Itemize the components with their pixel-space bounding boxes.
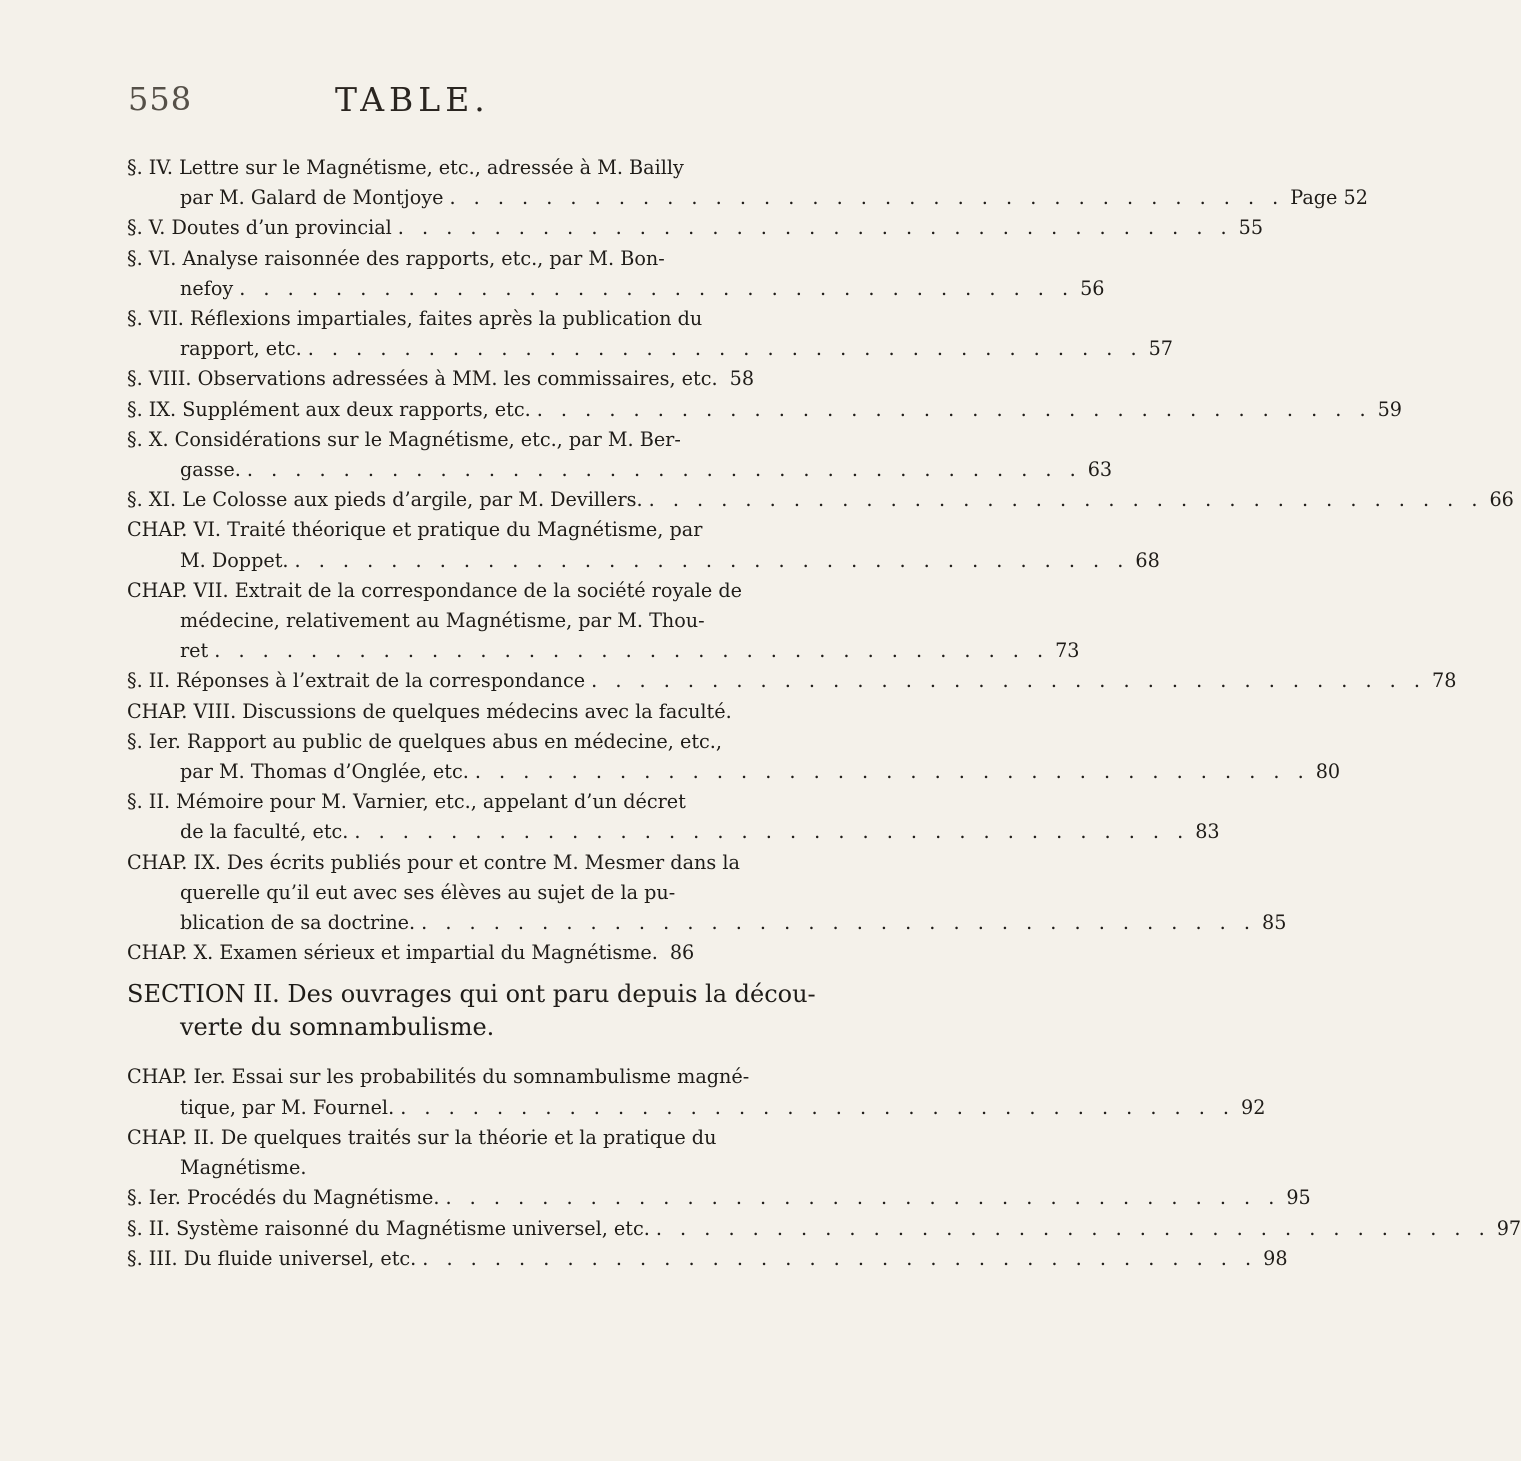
toc-entry-text: rapport, etc. xyxy=(180,337,302,361)
toc-entry-line xyxy=(127,1214,1521,1244)
toc-entry-text: M. Doppet. xyxy=(180,548,289,572)
toc-entry xyxy=(127,697,732,727)
toc-entry-text: §. Ier. Procédés du Magnétisme. xyxy=(127,1186,440,1210)
dot-leader: . . . . . . . . . . . . . . . . . . . . . . . . . . . . . . . . . . . xyxy=(307,337,1143,361)
toc-entry-text: CHAP. II. De quelques traités sur la théorie et la pratique du xyxy=(127,1125,717,1149)
dot-leader: . . . . . . . . . . . . . . . . . . . . . . . . . . . . . . . . . . . xyxy=(445,1186,1281,1210)
toc-entry xyxy=(127,848,1287,939)
dot-leader: . . . . . . . . . . . . . . . . . . . . . . . . . . . . . . . . . . . xyxy=(536,397,1372,421)
toc-entry xyxy=(127,425,1113,485)
page-header xyxy=(0,80,800,130)
toc-entry xyxy=(127,1123,717,1183)
dot-leader: . . . . . . . . . . . . . . . . . . . . . . . . . . . . . . . . . . . xyxy=(397,216,1233,240)
toc-entry-page: 95 xyxy=(1286,1186,1311,1210)
section-heading xyxy=(127,978,816,1044)
toc-entry-text: CHAP. VIII. Discussions de quelques médecins avec la faculté. xyxy=(127,699,732,723)
toc-entry-line xyxy=(127,606,705,636)
toc-entry-text: §. VI. Analyse raisonnée des rapports, etc., par M. Bon- xyxy=(127,246,665,270)
toc-entry-line xyxy=(127,546,1160,576)
toc-entry-text: §. VII. Réflexions impartiales, faites après la publication du xyxy=(127,307,703,331)
section-heading-line xyxy=(127,1011,692,1044)
toc-entry-page: 86 xyxy=(669,941,695,965)
toc-entry-line xyxy=(127,938,695,968)
toc-entry-line xyxy=(127,153,692,183)
dot-leader: . . . . . . . . . . . . . . . . . . . . . . . . . . . . . . . . . . . xyxy=(655,1216,1491,1240)
toc-entry-page: 58 xyxy=(729,367,755,391)
toc-entry-text: tique, par M. Fournel. xyxy=(180,1095,395,1119)
toc-entry-text: par M. Thomas d’Onglée, etc. xyxy=(180,760,469,784)
toc-entry-text: Magnétisme. xyxy=(180,1156,307,1180)
toc-entry-page: 63 xyxy=(1087,458,1113,482)
toc-entry-line xyxy=(127,908,1287,938)
toc-entry-line xyxy=(127,213,1264,243)
toc-entries-part-2 xyxy=(127,1062,1521,1273)
toc-entry xyxy=(127,485,1514,515)
toc-entry xyxy=(127,213,1264,243)
toc-entry-line xyxy=(127,334,1173,364)
toc-entry-page: 66 xyxy=(1489,488,1514,512)
toc-entry xyxy=(127,1244,1288,1274)
toc-entry-line xyxy=(127,455,1113,485)
toc-entry-text: §. V. Doutes d’un provincial xyxy=(127,216,392,240)
toc-entry-text: §. IX. Supplément aux deux rapports, etc. xyxy=(127,397,531,421)
toc-entry-page: Page 52 xyxy=(1290,186,1368,210)
toc-entry-line xyxy=(127,364,755,394)
toc-entry-page: 80 xyxy=(1315,760,1341,784)
toc-entry-line xyxy=(127,1153,692,1183)
toc-entry-text: §. Ier. Rapport au public de quelques abus en médecine, etc., xyxy=(127,729,722,753)
toc-entry-text: CHAP. VI. Traité théorique et pratique du Magnétisme, par xyxy=(127,518,703,542)
toc-entry-text: §. IV. Lettre sur le Magnétisme, etc., adressée à M. Bailly xyxy=(127,156,684,179)
toc-entry-page: 59 xyxy=(1377,397,1402,421)
toc-entry-line xyxy=(127,666,1457,696)
toc-entry-line xyxy=(127,274,1105,304)
dot-leader: . . . . . . . . . . . . . . . . . . . . . . . . . . . . . . . . . . . xyxy=(449,186,1285,210)
toc-entry-text: §. X. Considérations sur le Magnétisme, etc., par M. Ber- xyxy=(127,427,681,451)
page-title: TABLE. xyxy=(335,80,490,119)
toc-entry xyxy=(127,576,1080,667)
toc-entry-text: blication de sa doctrine. xyxy=(180,911,416,935)
toc-entry-line xyxy=(127,395,1402,425)
toc-entry-line xyxy=(127,787,692,817)
toc-entry-line xyxy=(127,244,692,274)
toc-entry-page: 92 xyxy=(1241,1095,1266,1119)
toc-entry xyxy=(127,364,755,394)
toc-entry xyxy=(127,304,1173,364)
toc-entry-line xyxy=(127,848,740,878)
toc-entries-part-1 xyxy=(127,153,1514,968)
toc-entry-text: §. XI. Le Colosse aux pieds d’argile, par M. Devillers. xyxy=(127,488,643,512)
dot-leader: . . . . . . . . . . . . . . . . . . . . . . . . . . . . . . . . . . . xyxy=(591,669,1426,693)
toc-entry-line xyxy=(127,1123,717,1153)
dot-leader: . . . . . . . . . . . . . . . . . . . . . . . . . . . . . . . . . . . xyxy=(246,458,1082,482)
toc-entry xyxy=(127,938,695,968)
section-heading-line xyxy=(127,978,816,1011)
toc-entry xyxy=(127,1214,1521,1244)
toc-entry xyxy=(127,515,1160,575)
toc-entry-line xyxy=(127,1093,1266,1123)
toc-entry-page: 85 xyxy=(1261,911,1287,935)
toc-entry-line xyxy=(127,636,1080,666)
toc-entry-page: 98 xyxy=(1263,1246,1288,1270)
toc-entry-text: CHAP. Ier. Essai sur les probabilités du somnambulisme magné- xyxy=(127,1065,750,1089)
toc-entry-page: 55 xyxy=(1238,216,1264,240)
toc-entry-line xyxy=(127,304,703,334)
section-heading-text: verte du somnambulisme. xyxy=(180,1013,495,1042)
toc-entry-page: 73 xyxy=(1055,639,1080,663)
dot-leader: . . . . . . . . . . . . . . . . . . . . . . . . . . . . . . . . . . . xyxy=(354,820,1190,844)
toc-entry xyxy=(127,1183,1311,1213)
toc-entry-line xyxy=(127,183,1368,213)
toc-entry-line xyxy=(127,1062,750,1092)
page-number: 558 xyxy=(128,80,193,118)
dot-leader: . . . . . . . . . . . . . . . . . . . . . . . . . . . . . . . . . . . xyxy=(239,276,1075,300)
toc-entry-line xyxy=(127,697,732,727)
dot-leader: . . . . . . . . . . . . . . . . . . . . . . . . . . . . . . . . . . . xyxy=(422,1246,1258,1270)
toc-entry-line xyxy=(127,515,703,545)
toc-entry-page: 97 xyxy=(1496,1216,1521,1240)
toc-entry-page: 83 xyxy=(1195,820,1220,844)
toc-entry-text: de la faculté, etc. xyxy=(180,820,349,844)
toc-entry-text: §. VIII. Observations adressées à MM. les commissaires, etc. xyxy=(127,367,718,391)
toc-entry-text: §. III. Du fluide universel, etc. xyxy=(127,1246,417,1270)
toc-entry-text: CHAP. VII. Extrait de la correspondance de la société royale de xyxy=(127,578,742,602)
toc-entry xyxy=(127,727,1341,787)
section-heading-text: SECTION II. Des ouvrages qui ont paru depuis la décou- xyxy=(127,980,816,1009)
toc-entry-line xyxy=(127,727,722,757)
toc-entry-page: 78 xyxy=(1431,669,1457,693)
toc-entry-line xyxy=(127,576,742,606)
toc-entry xyxy=(127,1062,1266,1122)
dot-leader: . . . . . . . . . . . . . . . . . . . . . . . . . . . . . . . . . . . xyxy=(648,488,1484,512)
dot-leader: . . . . . . . . . . . . . . . . . . . . . . . . . . . . . . . . . . . xyxy=(400,1095,1236,1119)
toc-entry-text: CHAP. X. Examen sérieux et impartial du Magnétisme. xyxy=(127,941,658,965)
toc-entry-text: §. II. Mémoire pour M. Varnier, etc., appelant d’un décret xyxy=(127,790,686,814)
dot-leader: . . . . . . . . . . . . . . . . . . . . . . . . . . . . . . . . . . . xyxy=(294,548,1130,572)
toc-entry-line xyxy=(127,878,692,908)
toc-entry-text: querelle qu’il eut avec ses élèves au sujet de la pu- xyxy=(180,880,676,904)
toc-entry-line xyxy=(127,425,692,455)
toc-entry xyxy=(127,153,1368,213)
toc-entry xyxy=(127,787,1220,847)
toc-entry-text: gasse. xyxy=(180,458,241,482)
table-of-contents xyxy=(127,153,1521,1274)
toc-entry xyxy=(127,666,1457,696)
toc-entry-line xyxy=(127,485,1514,515)
toc-entry-page: 56 xyxy=(1080,276,1105,300)
toc-entry-text: §. II. Réponses à l’extrait de la correspondance xyxy=(127,669,586,693)
toc-entry xyxy=(127,395,1402,425)
toc-entry-text: par M. Galard de Montjoye xyxy=(180,186,444,210)
toc-entry-line xyxy=(127,1244,1288,1274)
toc-entry-text: CHAP. IX. Des écrits publiés pour et contre M. Mesmer dans la xyxy=(127,850,740,874)
toc-entry-text: ret xyxy=(180,639,209,663)
toc-entry xyxy=(127,244,1105,304)
toc-entry-text: §. II. Système raisonné du Magnétisme universel, etc. xyxy=(127,1216,650,1240)
toc-entry-page: 68 xyxy=(1135,548,1160,572)
dot-leader: . . . . . . . . . . . . . . . . . . . . . . . . . . . . . . . . . . . xyxy=(474,760,1310,784)
toc-entry-page: 57 xyxy=(1148,337,1173,361)
dot-leader: . . . . . . . . . . . . . . . . . . . . . . . . . . . . . . . . . . . xyxy=(214,639,1050,663)
toc-entry-text: nefoy xyxy=(180,276,234,300)
toc-entry-line xyxy=(127,757,1341,787)
toc-entry-text: médecine, relativement au Magnétisme, par M. Thou- xyxy=(180,609,705,633)
dot-leader: . . . . . . . . . . . . . . . . . . . . . . . . . . . . . . . . . . . xyxy=(421,911,1256,935)
toc-entry-line xyxy=(127,1183,1311,1213)
toc-entry-line xyxy=(127,817,1220,847)
